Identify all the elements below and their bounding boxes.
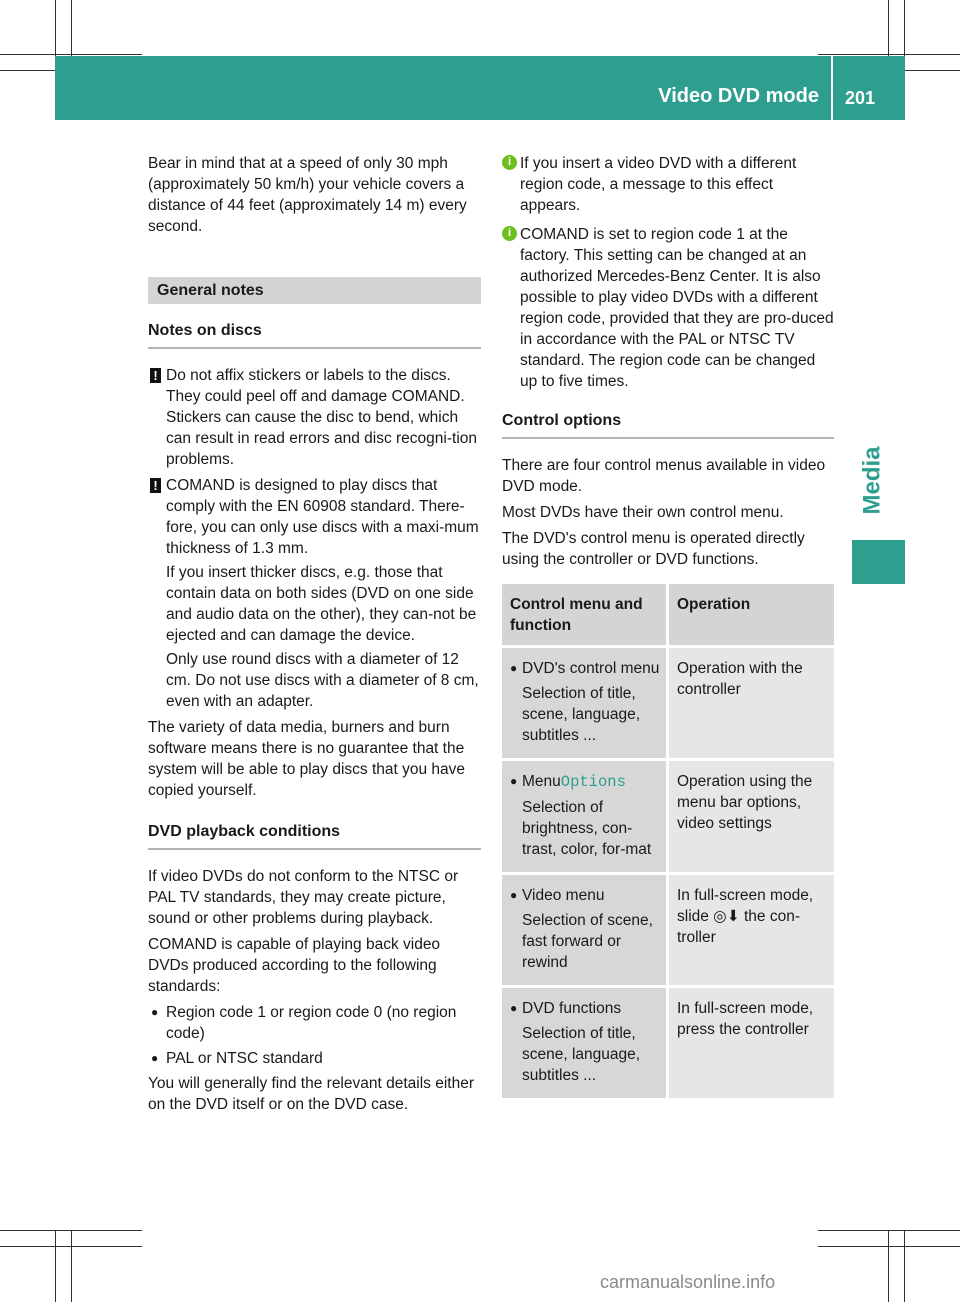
side-tab-marker [852,540,905,584]
bullet-icon: ● [510,774,518,788]
table-cell [502,760,668,874]
menu-function: Selection of title, scene, language, subtitles ... [522,685,641,744]
paragraph: Most DVDs have their own control menu. [502,504,784,521]
menu-name [510,885,660,906]
column-header: Operation [668,584,835,647]
menu-function: Selection of brightness, con-trast, color, for-mat [522,799,652,858]
table-row [502,760,834,874]
paragraph: The DVD's control menu is operated directly using the controller or DVD functions. [502,530,805,568]
list-item-text: PAL or NTSC standard [166,1050,323,1067]
watermark-link[interactable]: carmanualsonline.info [600,1272,776,1292]
menu-name-text: DVD functions [522,1000,622,1017]
table-cell [502,987,668,1099]
warning-icon: ! [150,478,161,493]
menu-function: Selection of title, scene, language, subtitles ... [522,1025,641,1084]
crop-mark [818,1230,960,1231]
column-header: Control menu and function [502,584,668,647]
subheading: DVD playback conditions [148,821,481,850]
menu-name [510,658,660,679]
menu-name-text: DVD's control menu [522,660,660,677]
warning-icon: ! [150,368,161,383]
right-column [502,153,834,1098]
list-item [148,1048,481,1069]
table-cell: In full-screen mode, press the controller [668,987,835,1099]
table-cell [502,874,668,987]
warning-text: COMAND is designed to play discs that comply with the EN 60908 standard. There-fore, you can only use discs with a maxi-mum thickness of 1.3 mm. [166,477,479,557]
header-bar [55,56,905,120]
bullet-icon: ● [151,1005,159,1019]
menu-name [510,998,660,1019]
paragraph: If video DVDs do not conform to the NTSC or PAL TV standards, they may create picture, sound or other problems during playback. [148,868,459,927]
paragraph: There are four control menus available in video DVD mode. [502,457,826,495]
speed-note: Bear in mind that at a speed of only 30 mph (approximately 50 km/h) your vehicle covers a distance of 44 feet (approximately 14 m) every second. [148,155,467,235]
bullet-icon: ● [151,1051,159,1065]
warning-subtext: If you insert thicker discs, e.g. those that contain data on both sides (DVD on one side and audio data on the other), they can-not be ejected and can damage the device. [166,564,477,644]
page-title: Video DVD mode [658,85,819,107]
info-icon: i [502,155,517,170]
table-cell: Operation using the menu bar options, video settings [668,760,835,874]
side-tab-label: Media [858,445,886,515]
bullet-icon: ● [510,888,518,902]
crop-mark [904,1230,905,1302]
header-separator [831,56,833,120]
info-text: If you insert a video DVD with a different region code, a message to this effect appears. [520,155,797,214]
page-number: 201 [845,88,876,108]
crop-mark [71,1230,72,1302]
paragraph: The variety of data media, burners and burn software means there is no guarantee that the system will be able to play discs that you have copied yourself. [148,719,466,799]
table-row [502,874,834,987]
menu-name-text: Video menu [522,887,605,904]
subheading: Control options [502,410,834,439]
crop-mark [888,1230,889,1302]
bullet-icon: ● [510,661,518,675]
subheading: Notes on discs [148,320,481,349]
left-column [148,153,481,1120]
paragraph: You will generally find the relevant details either on the DVD itself or on the DVD case. [148,1075,474,1113]
warning-note [148,365,481,470]
info-icon: i [502,226,517,241]
info-note [502,153,834,216]
table-header-row [502,584,834,647]
info-text: COMAND is set to region code 1 at the factory. This setting can be changed at an authorized Mercedes-Benz Center. It is also possible to play video DVDs with a different region code, provided that they are pro-duced in accordance with the PAL or NTSC TV standard. The region code can be changed up to five times. [520,226,834,390]
paragraph: COMAND is capable of playing back video DVDs produced according to the following standards: [148,936,441,995]
options-menu-label: Options [560,773,626,791]
warning-subtext: Only use round discs with a diameter of 12 cm. Do not use discs with a diameter of 8 cm, even with an adapter. [166,651,479,710]
section-band: General notes [148,277,481,304]
table-cell [502,647,668,760]
table-row [502,647,834,760]
list-item [148,1002,481,1044]
control-options-table [502,584,834,1098]
table-cell: Operation with the controller [668,647,835,760]
crop-mark [818,54,960,55]
menu-name-text: Menu [522,773,561,790]
menu-function: Selection of scene, fast forward or rewind [522,912,653,971]
menu-name [510,771,660,793]
bullet-icon: ● [510,1001,518,1015]
list-item-text: Region code 1 or region code 0 (no region code) [166,1004,457,1042]
table-cell: In full-screen mode, slide ◎⬇ the con-troller [668,874,835,987]
warning-note [148,475,481,712]
table-row [502,987,834,1099]
crop-mark [818,1246,960,1247]
crop-mark [55,1230,56,1302]
info-note [502,224,834,392]
side-tab [838,420,906,540]
warning-text: Do not affix stickers or labels to the discs. They could peel off and damage COMAND. Stickers can cause the disc to bend, which can result in read errors and disc recogni-tion problems. [166,367,478,468]
